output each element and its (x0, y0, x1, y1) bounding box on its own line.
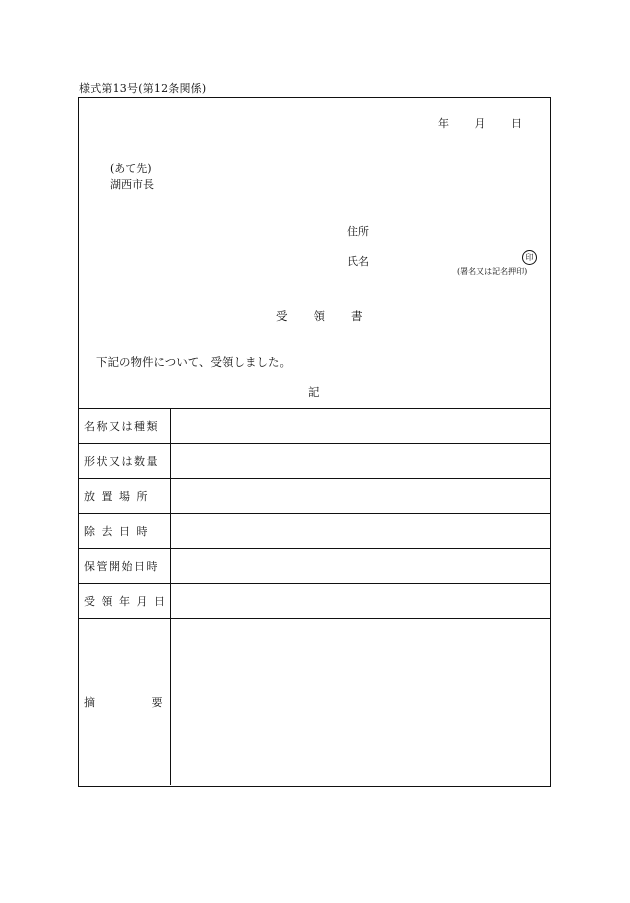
year-label: 年 (438, 117, 449, 130)
row-label-storage-start: 保管開始日時 (79, 549, 171, 584)
table-row (79, 514, 550, 549)
month-label: 月 (474, 117, 486, 130)
form-number-caption: 様式第13号(第12条関係) (79, 82, 207, 95)
table-row (79, 549, 550, 584)
table-row (79, 444, 550, 479)
name-type-field[interactable] (171, 409, 551, 444)
receipt-date-field[interactable] (171, 584, 551, 619)
summary-label-left: 摘 (84, 696, 97, 709)
seal-note: (署名又は記名押印) (457, 267, 528, 276)
seal-icon: 印 (522, 250, 537, 265)
table-row (79, 619, 550, 786)
intro-text: 下記の物件について、受領しました。 (96, 355, 292, 369)
item-table (79, 408, 550, 785)
row-label-shape-quantity: 形状又は数量 (79, 444, 171, 479)
form-frame (78, 97, 551, 787)
table-row (79, 584, 550, 619)
addressee-prefix: (あて先) (110, 162, 152, 175)
ki-heading: 記 (308, 385, 320, 399)
removal-datetime-field[interactable] (171, 514, 551, 549)
location-field[interactable] (171, 479, 551, 514)
document-title: 受領書 (276, 309, 389, 323)
row-label-location: 放 置 場 所 (79, 479, 171, 514)
shape-quantity-field[interactable] (171, 444, 551, 479)
summary-field[interactable] (171, 619, 551, 786)
row-label-receipt-date: 受 領 年 月 日 (79, 584, 171, 619)
day-label: 日 (511, 117, 522, 130)
summary-label-right: 要 (151, 696, 164, 709)
date-line (438, 115, 522, 131)
name-label: 氏名 (347, 255, 369, 268)
row-label-summary (79, 619, 171, 786)
row-label-removal-datetime: 除 去 日 時 (79, 514, 171, 549)
table-row (79, 409, 550, 444)
row-label-name-type: 名称又は種類 (79, 409, 171, 444)
table-row (79, 479, 550, 514)
address-label: 住所 (347, 225, 369, 238)
addressee-name: 湖西市長 (110, 178, 154, 191)
storage-start-field[interactable] (171, 549, 551, 584)
